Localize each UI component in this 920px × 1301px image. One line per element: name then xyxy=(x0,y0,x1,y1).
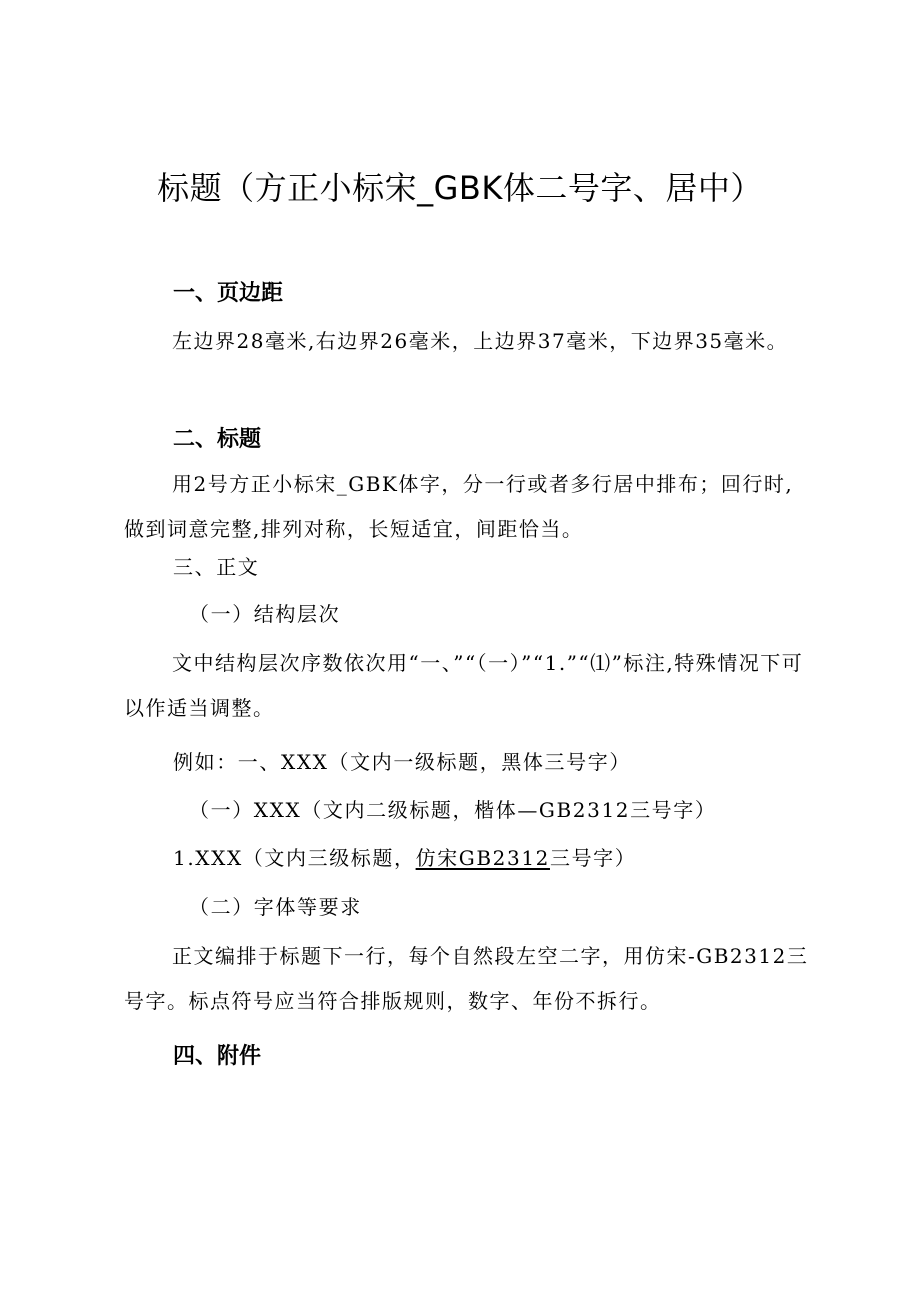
example-level-3-prefix: 1.XXX（文内三级标题， xyxy=(173,846,416,870)
example-level-3-suffix: 三号字） xyxy=(549,846,637,870)
example-level-3 xyxy=(173,843,636,873)
section-title-body: 用2号方正小标宋_GBK体字，分一行或者多行居中排布；回行时,做到词意完整,排列对称，长短适宜，间距恰当。 xyxy=(124,472,794,541)
section-title-heading: 二、标题 xyxy=(173,427,262,452)
subsection-fonts-body: 正文编排于标题下一行，每个自然段左空二字，用仿宋-GB2312三号字。标点符号应当符合排版规则，数字、年份不拆行。 xyxy=(124,944,809,1013)
section-body-heading: 三、正文 xyxy=(173,555,260,579)
example-level-1: 例如：一、XXX（文内一级标题，黑体三号字） xyxy=(173,750,631,774)
subsection-structure-body: 文中结构层次序数依次用“一、”“（一）”“1.”“⑴”标注,特殊情况下可以作适当调整。 xyxy=(124,651,804,720)
section-attachment-heading: 四、附件 xyxy=(173,1044,262,1069)
example-level-2: （一）XXX（文内二级标题，楷体—GB2312三号字） xyxy=(189,798,717,822)
subsection-fonts-heading: （二）字体等要求 xyxy=(189,895,362,919)
example-level-3-underlined: 仿宋GB2312 xyxy=(415,846,550,870)
section-margin-heading: 一、页边距 xyxy=(173,281,284,306)
document-title: 标题（方正小标宋_GBK体二号字、居中） xyxy=(157,169,763,207)
subsection-structure-heading: （一）结构层次 xyxy=(189,602,341,626)
section-margin-body: 左边界28毫米,右边界26毫米，上边界37毫米，下边界35毫米。 xyxy=(172,329,789,353)
